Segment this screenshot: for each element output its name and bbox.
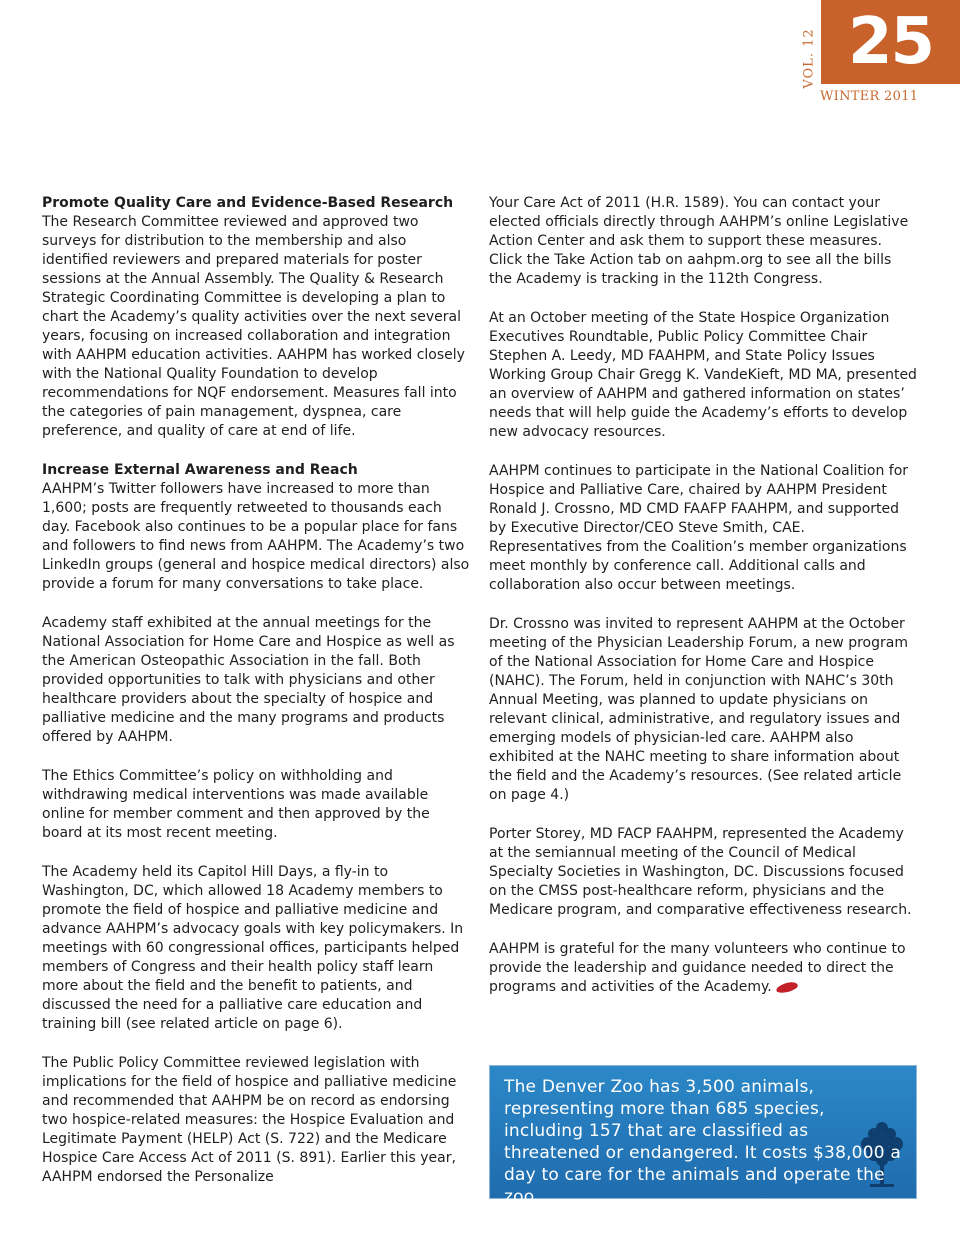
volume-text: VOL. 12 bbox=[801, 27, 817, 89]
paragraph-leadership-forum: Dr. Crossno was invited to represent AAHPM at the October meeting of the Physician Leadership Forum, a new program of the National Association for Home Care and Hospice (NAHC). The Forum, held in conjunction with NAHC’s 30th Annual Meeting, was planned to update physicians on relevant clinical, administrative, and regulatory issues and emerging models of physician-led care. AAHPM also exhibited at the NAHC meeting to share information about the field and the Academy’s resources. (See related article on page 4.) bbox=[489, 616, 908, 803]
paragraph-volunteers bbox=[489, 940, 917, 997]
paragraph-public-policy: The Public Policy Committee reviewed legislation with implications for the field of hospice and palliative medicine and recommended that AAHPM be on record as endorsing two hospice-related measures: the Hospice Evaluation and Legitimate Payment (HELP) Act (S. 722) and the Medicare Hospice Care Access Act of 2011 (S. 891). Earlier this year, AAHPM endorsed the Personalize bbox=[42, 1055, 457, 1185]
right-column bbox=[489, 194, 917, 1017]
paragraph-capitol-hill-days: The Academy held its Capitol Hill Days, a fly-in to Washington, DC, which allowed 18 Academy members to promote the field of hospice and palliative medicine and advance AAHPM’s advocacy goals with key policymakers. In meetings with 60 congressional offices, participants helped members of Congress and their health policy staff learn more about the field and the benefit to patients, and discussed the need for a palliative care education and training bill (see related article on page 6). bbox=[42, 864, 464, 1032]
season-label: WINTER 2011 bbox=[820, 89, 919, 104]
issue-number: 25 bbox=[847, 5, 934, 79]
issue-number-box bbox=[821, 0, 960, 84]
paragraph-national-coalition: AAHPM continues to participate in the National Coalition for Hospice and Palliative Care, chaired by AAHPM President Ronald J. Crossno, MD CMD FAAFP FAAHPM, and supported by Executive Director/CEO Steve Smith, CAE. Representatives from the Coalition’s member organizations meet monthly by conference call. Additional calls and collaboration also occur between meetings. bbox=[489, 463, 909, 593]
end-mark-icon bbox=[775, 980, 798, 993]
section-heading-external-awareness: Increase External Awareness and Reach bbox=[42, 462, 358, 478]
volume-label bbox=[796, 27, 822, 89]
callout-text: The Denver Zoo has 3,500 animals, representing more than 685 species, including 157 that are classified as threatened or endangered. It costs $38,000 a day to care for the animals and operate the zoo. bbox=[504, 1077, 901, 1207]
left-column bbox=[42, 194, 470, 1207]
volunteers-text: AAHPM is grateful for the many volunteers who continue to provide the leadership and guidance needed to direct the programs and activities of the Academy. bbox=[489, 941, 906, 995]
section-heading-quality-care: Promote Quality Care and Evidence-Based Research bbox=[42, 195, 454, 211]
paragraph-cmss-meeting: Porter Storey, MD FACP FAAHPM, represented the Academy at the semiannual meeting of the Council of Medical Specialty Societies in Washington, DC. Discussions focused on the CMSS post-healthcare reform, physicians and the Medicare program, and comparative effectiveness research. bbox=[489, 826, 912, 918]
paragraph-care-act: Your Care Act of 2011 (H.R. 1589). You can contact your elected officials directly through AAHPM’s online Legislative Action Center and ask them to support these measures. Click the Take Action tab on aahpm.org to see all the bills the Academy is tracking in the 112th Congress. bbox=[489, 195, 909, 287]
section-body-quality-care: The Research Committee reviewed and approved two surveys for distribution to the membership and also identified reviewers and prepared materials for poster sessions at the Annual Assembly. The Quality & Research Strategic Coordinating Committee is developing a plan to chart the Academy’s quality activities over the next several years, focusing on increased collaboration and integration with AAHPM education activities. AAHPM has worked closely with the National Quality Foundation to develop recommendations for NQF endorsement. Measures fall into the categories of pain management, dyspnea, care preference, and quality of care at end of life. bbox=[42, 214, 465, 439]
zoo-fact-callout bbox=[489, 1065, 917, 1207]
paragraph-ethics-committee: The Ethics Committee’s policy on withholding and withdrawing medical interventions was made available online for member comment and then approved by the board at its most recent meeting. bbox=[42, 768, 430, 841]
paragraph-state-hospice: At an October meeting of the State Hospice Organization Executives Roundtable, Public Policy Committee Chair Stephen A. Leedy, MD FAAHPM, and State Policy Issues Working Group Chair Gregg K. VandeKieft, MD MA, presented an overview of AAHPM and gathered information on states’ needs that will help guide the Academy’s efforts to develop new advocacy resources. bbox=[489, 310, 917, 440]
paragraph-exhibits: Academy staff exhibited at the annual meetings for the National Association for Home Care and Hospice as well as the American Osteopathic Association in the fall. Both provided opportunities to talk with physicians and other healthcare providers about the specialty of hospice and palliative medicine and the many programs and products offered by AAHPM. bbox=[42, 615, 455, 745]
section-body-external-awareness: AAHPM’s Twitter followers have increased to more than 1,600; posts are frequently retweeted to thousands each day. Facebook also continues to be a popular place for fans and followers to find news from AAHPM. The Academy’s two LinkedIn groups (general and hospice medical directors) also provide a forum for many conversations to take place. bbox=[42, 481, 470, 592]
